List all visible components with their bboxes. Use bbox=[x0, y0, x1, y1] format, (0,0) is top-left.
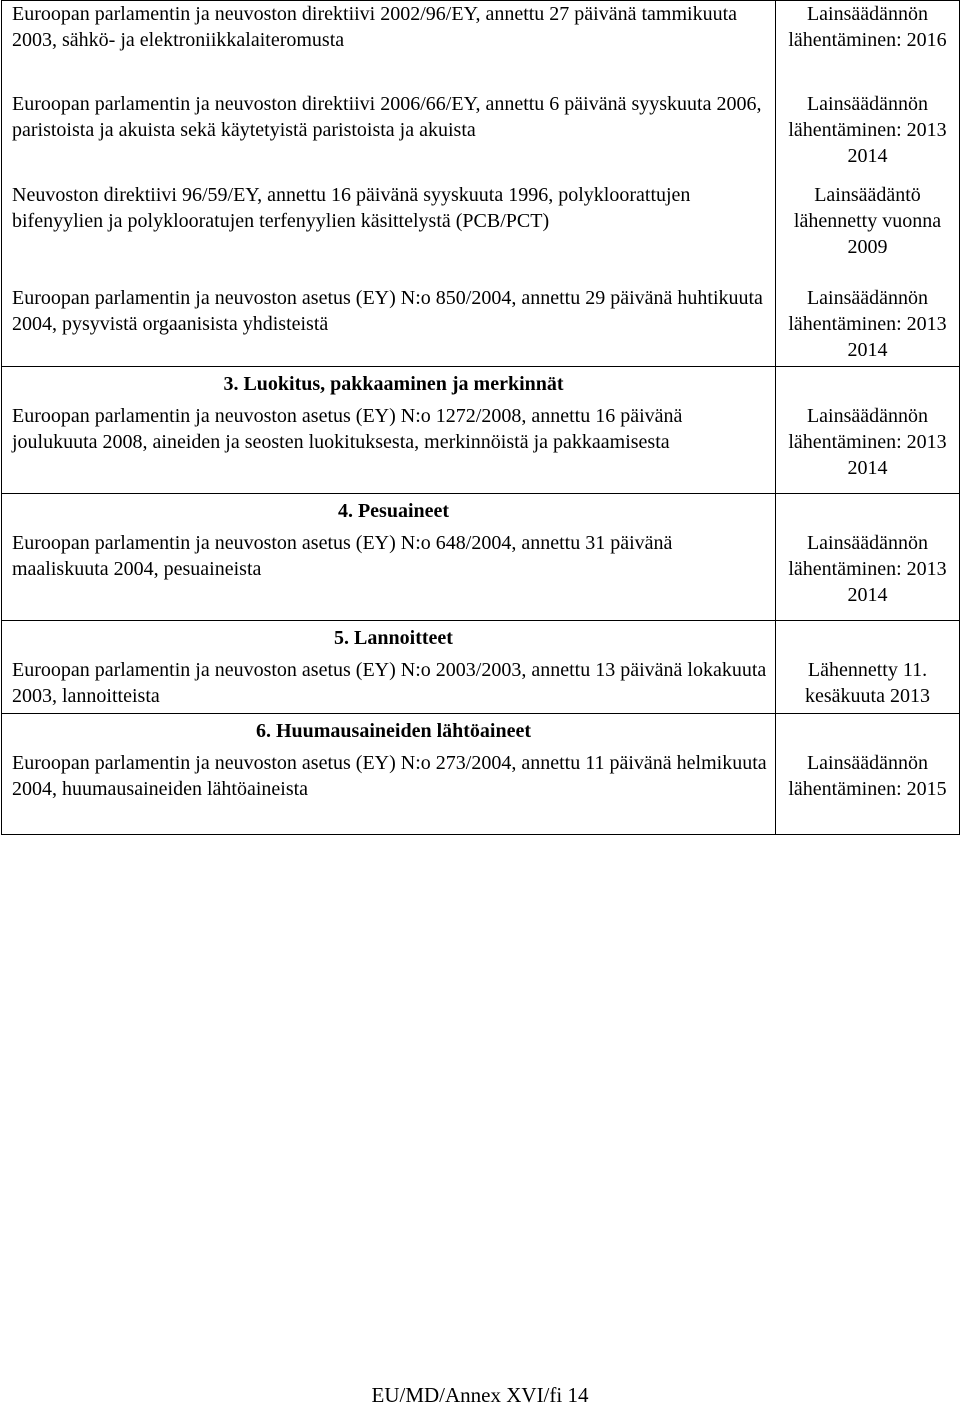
section-heading: 4. Pesuaineet bbox=[337, 500, 450, 522]
status-text: Lainsäädännön lähentäminen: 2015 bbox=[788, 752, 947, 800]
legislation-entry: Euroopan parlamentin ja neuvoston asetus (EY) N:o 850/2004, annettu 29 päivänä huhtikuuta 2004, pysyvistä orgaanisista yhdisteistä bbox=[12, 287, 763, 335]
legislation-cell bbox=[2, 367, 776, 494]
table-row bbox=[2, 714, 960, 835]
section-heading: 5. Lannoitteet bbox=[334, 627, 453, 649]
status-text: Lainsäädännön lähentäminen: 2013 2014 bbox=[788, 405, 947, 479]
legislation-table bbox=[1, 0, 960, 835]
table-row bbox=[2, 367, 960, 494]
status-text: Lainsäädännön lähentäminen: 2013 2014 bbox=[788, 93, 947, 167]
page-footer: EU/MD/Annex XVI/fi 14 bbox=[371, 1383, 589, 1407]
legislation-entry: Euroopan parlamentin ja neuvoston asetus (EY) N:o 1272/2008, annettu 16 päivänä joulukuuta 2008, aineiden ja seosten luokituksesta, merkinnöistä ja pakkaamisesta bbox=[12, 405, 683, 453]
status-text: Lainsäädännön lähentäminen: 2016 bbox=[788, 3, 947, 51]
section-heading: 3. Luokitus, pakkaaminen ja merkinnät bbox=[223, 373, 564, 395]
status-text: Lainsäädännön lähentäminen: 2013 2014 bbox=[788, 532, 947, 606]
legislation-cell bbox=[2, 1, 776, 367]
status-cell bbox=[776, 714, 960, 835]
legislation-entry: Euroopan parlamentin ja neuvoston asetus (EY) N:o 2003/2003, annettu 13 päivänä lokakuuta 2003, lannoitteista bbox=[12, 659, 767, 707]
legislation-entry: Euroopan parlamentin ja neuvoston asetus (EY) N:o 273/2004, annettu 11 päivänä helmikuuta 2004, huumausaineiden lähtöaineista bbox=[12, 752, 767, 800]
table-row bbox=[2, 621, 960, 714]
status-cell bbox=[776, 367, 960, 494]
table-row bbox=[2, 494, 960, 621]
section-heading: 6. Huumausaineiden lähtöaineet bbox=[255, 720, 532, 742]
legislation-cell bbox=[2, 494, 776, 621]
legislation-entry: Euroopan parlamentin ja neuvoston asetus (EY) N:o 648/2004, annettu 31 päivänä maaliskuuta 2004, pesuaineista bbox=[12, 532, 673, 580]
status-text: Lähennetty 11. kesäkuuta 2013 bbox=[805, 659, 930, 707]
status-cell bbox=[776, 1, 960, 367]
legislation-cell bbox=[2, 621, 776, 714]
legislation-entry: Euroopan parlamentin ja neuvoston direktiivi 2002/96/EY, annettu 27 päivänä tammikuuta 2003, sähkö- ja elektroniikkalaiteromusta bbox=[12, 3, 738, 51]
status-text: Lainsäädännön lähentäminen: 2013 2014 bbox=[788, 287, 947, 361]
table-row bbox=[2, 1, 960, 367]
legislation-entry: Neuvoston direktiivi 96/59/EY, annettu 16 päivänä syyskuuta 1996, polykloorattujen bifenyylien ja polyklooratujen terfenyylien käsittelystä (PCB/PCT) bbox=[12, 184, 691, 232]
status-cell bbox=[776, 621, 960, 714]
legislation-entry: Euroopan parlamentin ja neuvoston direktiivi 2006/66/EY, annettu 6 päivänä syyskuuta 2006, paristoista ja akuista sekä käytetyistä paristoista ja akuista bbox=[12, 93, 762, 141]
legislation-cell bbox=[2, 714, 776, 835]
status-text: Lainsäädäntö lähennetty vuonna 2009 bbox=[793, 184, 942, 258]
status-cell bbox=[776, 494, 960, 621]
